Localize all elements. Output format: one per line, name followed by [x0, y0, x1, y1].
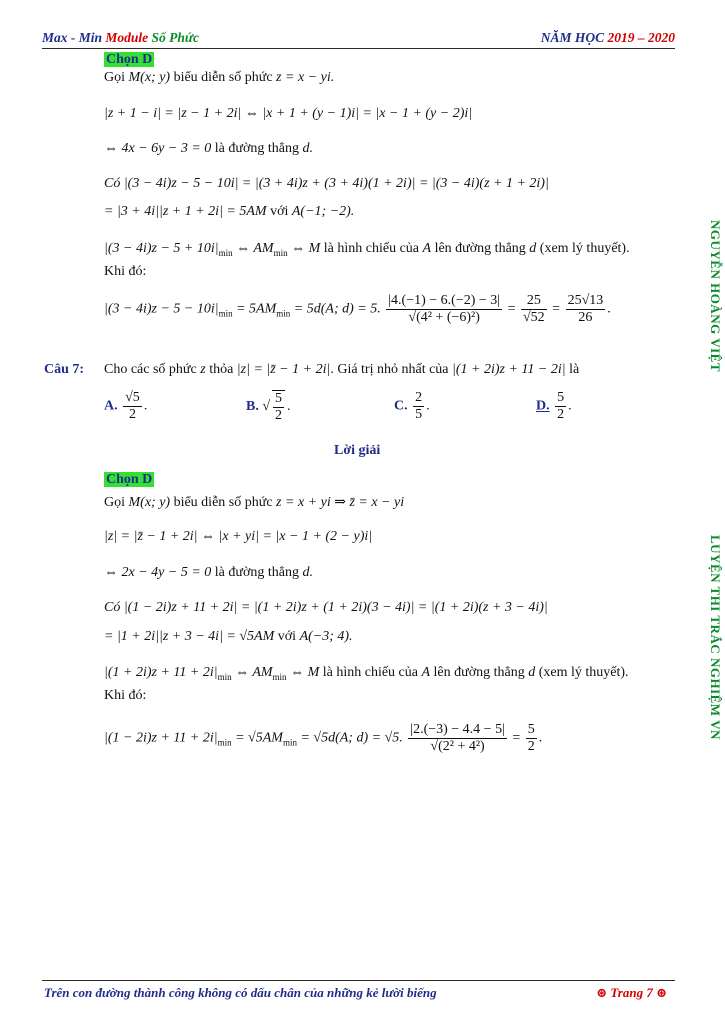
solution-line-4: Có |(1 − 2i)z + 11 + 2i| = |(1 + 2i)z + (1 + 2i)(3 − 4i)| = |(1 + 2i)(z + 3 − 4i)|	[104, 600, 548, 615]
header-divider	[42, 48, 675, 49]
header-year: NĂM HỌC 2019 – 2020	[540, 30, 675, 45]
prev-answer-badge: Chọn D	[106, 52, 153, 67]
prev-khi-do: Khi đó:	[104, 264, 147, 279]
solution-line-8: $|(1 - 2i)z + 11 + 2i|_{min} = √5AM_{min} = √5d(A$; d) = √5. $\frac{|2.(-3) - 4.4 - 5|}{\text{√(2² + 4²)}}$ = $\frac{5}{2}$ .	[104, 722, 543, 754]
solution-line-1: Gọi M(x; y) biểu diễn số phức z = x + yi ⇒ z̄ = x − yi	[104, 495, 405, 510]
option-c[interactable]: C. $\frac{2}{5}$ .	[394, 390, 430, 422]
prev-line-5: = |3 + 4i||z + 1 + 2i| = 5AM với A(−1; −2).	[104, 204, 355, 219]
prev-line-4: Có |(3 − 4i)z − 5 − 10i| = |(3 + 4i)z + (3 + 4i)(1 + 2i)| = |(3 − 4i)(z + 1 + 2i)|	[104, 176, 549, 191]
side-label-site: LUYỆN THI TRẮC NGHIỆM VN	[708, 535, 723, 740]
prev-line-6: $|(3 - 4i)z - 5 + 10i|_{min}$ ⇔ $AM_{min}$ ⇔ M là hình chiếu của A lên đường thẳng d (xem lý thuyết).	[104, 241, 630, 258]
prev-line-1: Gọi M(x; y) biểu diễn số phức z = x − yi.	[104, 70, 335, 85]
footer-page-number: ⊛ Trang 7 ⊛	[596, 985, 667, 1000]
option-b-fraction: $\frac{5}{2}$	[272, 390, 285, 424]
option-d[interactable]: D. $\frac{5}{2}$ .	[536, 390, 572, 422]
option-c-fraction: $\frac{2}{5}$	[415, 390, 423, 422]
prev-result-fraction-1: $\frac{25}{√52}$	[522, 293, 545, 325]
side-label-author: NGUYỄN HOÀNG VIỆT	[708, 220, 723, 373]
prev-line-2: |z + 1 − i| = |z − 1 + 2i| ⇔ |x + 1 + (y − 1)i| = |x − 1 + (y − 2)i|	[104, 106, 473, 121]
question-label: Câu 7:	[44, 362, 85, 377]
option-d-fraction: $\frac{5}{2}$	[557, 390, 565, 422]
solution-heading: Lời giải	[334, 443, 381, 458]
solution-line-3: ⇔ 2x − 4y − 5 = 0 là đường thẳng d.	[104, 565, 313, 580]
page-header	[42, 30, 675, 46]
prev-line-3: ⇔ 4x − 6y − 3 = 0 là đường thẳng d.	[104, 141, 313, 156]
option-b[interactable]: B. √ $\frac{5}{2}$ .	[246, 391, 291, 423]
solution-line-2: |z| = |z̄ − 1 + 2i| ⇔ |x + yi| = |x − 1 + (2 − y)i|	[104, 529, 373, 544]
option-a[interactable]: A. $\frac{√5}{2}$ .	[104, 390, 148, 422]
footer-divider	[42, 980, 675, 981]
prev-result-fraction-2: $\frac{25√13}{26}$	[567, 293, 604, 325]
solution-line-5: = |1 + 2i||z + 3 − 4i| = √5AM với A(−3; 4).	[104, 629, 353, 644]
answer-badge: Chọn D	[106, 472, 153, 487]
footer-slogan: Trên con đường thành công không có dấu chân của những kẻ lười biếng	[44, 985, 437, 1000]
option-a-fraction: $\frac{√5}{2}$	[125, 390, 140, 422]
distance-fraction: $\frac{|2.(-3) - 4.4 - 5|}{\text{√(2² + 4²)}}$	[410, 722, 505, 754]
prev-line-8: $|(3 - 4i)z - 5 - 10i|_{min} = 5AM_{min} = 5d(A$; d) = 5. $\frac{|4.(-1) - 6.(-2) - 3|}{\text{√(4² + (−6)²)}}$ = $\frac{25}{√52}$ = $\frac{25√13}{26}$ .	[104, 293, 611, 325]
question-text: Cho các số phức z thỏa |z| = |z̄ − 1 + 2i|. Giá trị nhỏ nhất của |(1 + 2i)z + 11 − 2i| là	[104, 362, 580, 377]
solution-line-6: $|(1 + 2i)z + 11 + 2i|_{min}$ ⇔ $AM_{min}$ ⇔ M là hình chiếu của A lên đường thẳng d (xem lý thuyết).	[104, 665, 629, 682]
result-fraction: $\frac{5}{2}$	[527, 722, 535, 754]
header-title: Max - Min Module Số Phức	[42, 30, 199, 45]
prev-distance-fraction: $\frac{|4.(-1) - 6.(-2) - 3|}{\text{√(4² + (−6)²)}}$	[388, 293, 501, 325]
solution-khi-do: Khi đó:	[104, 688, 147, 703]
